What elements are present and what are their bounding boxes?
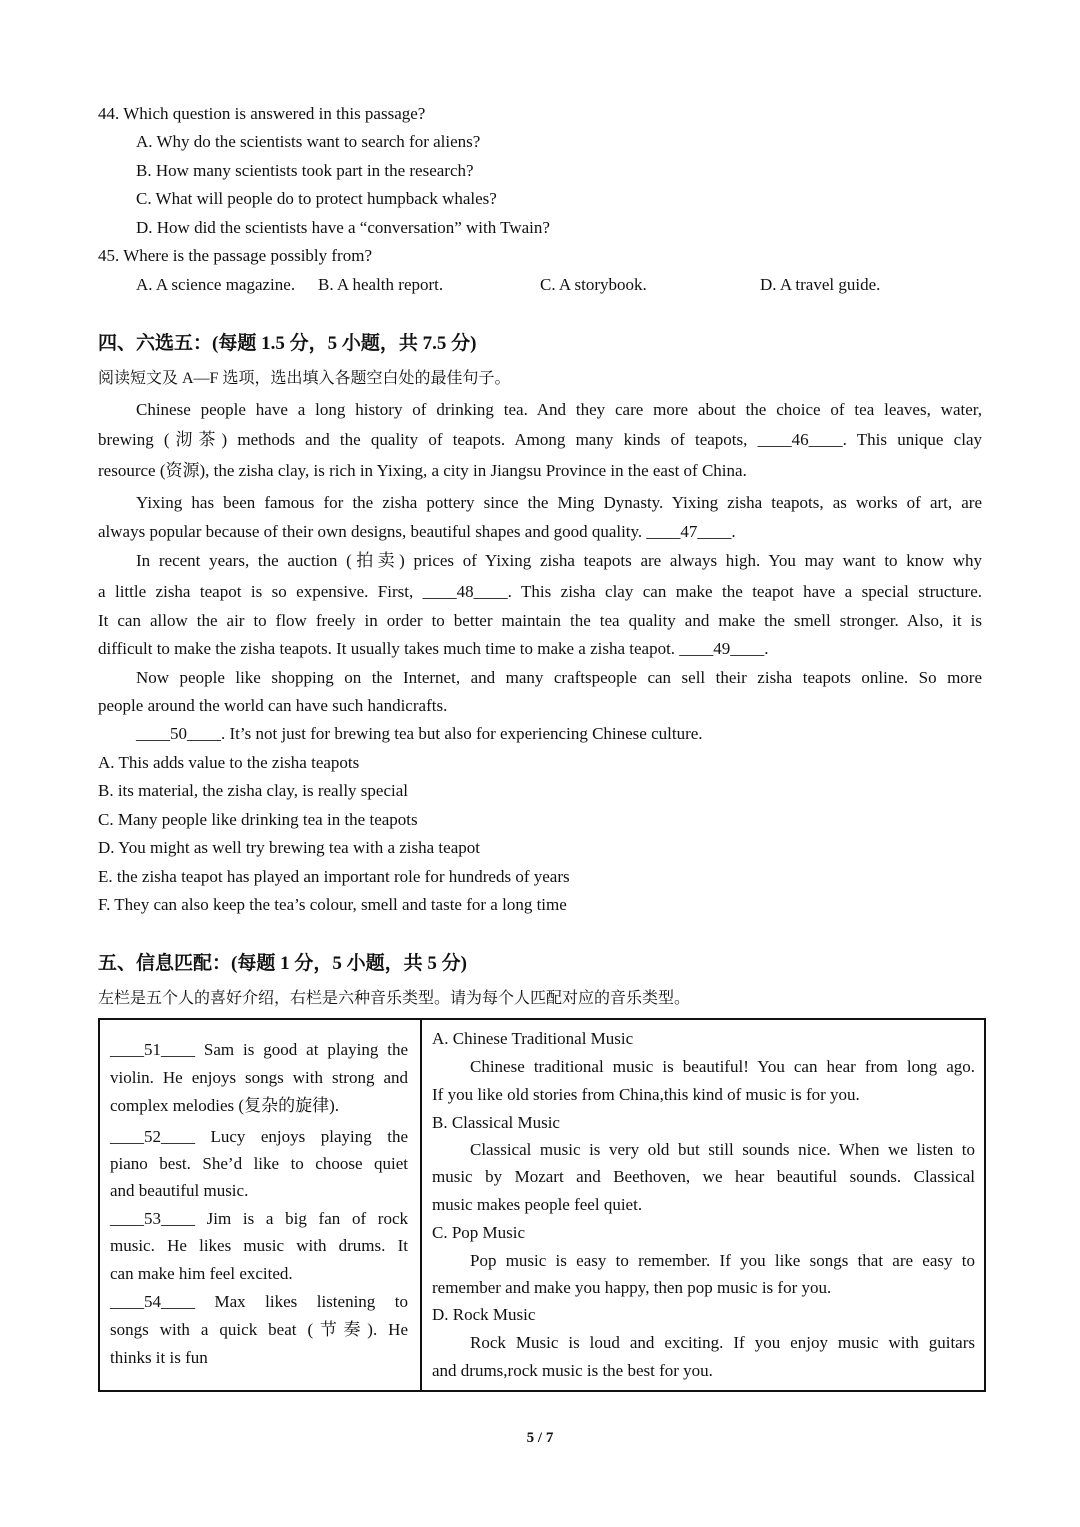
right-line: Chinese traditional music is beautiful! You can hear from long ago. [470, 1057, 975, 1076]
music-type-heading: A. Chinese Traditional Music [432, 1029, 634, 1048]
question-45-option-a: A. A science magazine. [136, 275, 296, 294]
section-4-option-e: E. the zisha teapot has played an important role for hundreds of years [98, 867, 570, 886]
passage-line: Chinese people have a long history of drinking tea. And they care more about the choice of tea leaves, water, [136, 400, 982, 419]
right-line: music makes people feel quiet. [432, 1195, 643, 1214]
section-4-option-f: F. They can also keep the tea’s colour, smell and taste for a long time [98, 895, 567, 914]
matching-table [98, 1018, 986, 1392]
passage-line: a little zisha teapot is so expensive. First, ____48____. This zisha clay can make the teapot have a special structure. [98, 582, 982, 601]
section-4-option-b: B. its material, the zisha clay, is really special [98, 781, 408, 800]
left-line: can make him feel excited. [110, 1264, 293, 1283]
left-line: ____54____ Max likes listening to [110, 1292, 408, 1311]
right-line: Classical music is very old but still sounds nice. When we listen to [470, 1140, 975, 1159]
right-line: If you like old stories from China,this kind of music is for you. [432, 1085, 860, 1104]
section-4-option-a: A. This adds value to the zisha teapots [98, 753, 360, 772]
left-line: songs with a quick beat (节奏). He [110, 1320, 408, 1339]
music-type-heading: B. Classical Music [432, 1113, 560, 1132]
section-5-heading: 五、信息匹配：(每题 1 分，5 小题，共 5 分) [98, 953, 467, 974]
section-4-option-c: C. Many people like drinking tea in the teapots [98, 810, 418, 829]
passage-line: It can allow the air to flow freely in order to better maintain the tea quality and make the smell stronger. Also, it is [98, 611, 982, 630]
question-44-option-d: D. How did the scientists have a “conversation” with Twain? [136, 218, 550, 237]
left-line: music. He likes music with drums. It [110, 1236, 408, 1255]
question-44-stem: 44. Which question is answered in this passage? [98, 104, 426, 123]
passage-line: Now people like shopping on the Internet, and many craftspeople can sell their zisha teapots online. So more [136, 668, 982, 687]
section-5-instruction: 左栏是五个人的喜好介绍，右栏是六种音乐类型。请为每个人匹配对应的音乐类型。 [98, 990, 691, 1007]
question-44-option-b: B. How many scientists took part in the research? [136, 161, 474, 180]
passage-line: In recent years, the auction (拍卖) prices of Yixing zisha teapots are always high. You may want to know why [136, 551, 982, 570]
left-line: ____53____ Jim is a big fan of rock [110, 1209, 408, 1228]
left-line: piano best. She’d like to choose quiet [110, 1154, 408, 1173]
left-line: complex melodies (复杂的旋律). [110, 1096, 339, 1115]
left-line: ____52____ Lucy enjoys playing the [110, 1127, 408, 1146]
question-44-option-a: A. Why do the scientists want to search for aliens? [136, 132, 481, 151]
right-line: remember and make you happy, then pop music is for you. [432, 1278, 832, 1297]
question-45-option-c: C. A storybook. [540, 275, 647, 294]
left-line: thinks it is fun [110, 1348, 208, 1367]
right-line: music by Mozart and Beethoven, we hear beautiful sounds. Classical [432, 1167, 975, 1186]
passage-line: Yixing has been famous for the zisha pottery since the Ming Dynasty. Yixing zisha teapots, as works of art, are [136, 493, 982, 512]
left-line: violin. He enjoys songs with strong and [110, 1068, 408, 1087]
passage-line: resource (资源), the zisha clay, is rich in Yixing, a city in Jiangsu Province in the east of China. [98, 461, 747, 480]
question-45-stem: 45. Where is the passage possibly from? [98, 246, 372, 265]
section-4-instruction: 阅读短文及 A—F 选项，选出填入各题空白处的最佳句子。 [98, 370, 511, 387]
question-44-option-c: C. What will people do to protect humpback whales? [136, 189, 497, 208]
question-45-option-d: D. A travel guide. [760, 275, 881, 294]
left-column [99, 1019, 421, 1391]
section-4-heading: 四、六选五：(每题 1.5 分，5 小题，共 7.5 分) [98, 333, 477, 354]
right-line: and drums,rock music is the best for you. [432, 1361, 713, 1380]
passage-line: difficult to make the zisha teapots. It usually takes much time to make a zisha teapot. ____49____. [98, 639, 769, 658]
passage-line: ____50____. It’s not just for brewing tea but also for experiencing Chinese culture. [136, 724, 703, 743]
right-column [421, 1019, 985, 1391]
passage-line: always popular because of their own designs, beautiful shapes and good quality. ____47____. [98, 522, 736, 541]
music-type-heading: C. Pop Music [432, 1223, 526, 1242]
right-line: Rock Music is loud and exciting. If you enjoy music with guitars [470, 1333, 975, 1352]
left-line: ____51____ Sam is good at playing the [110, 1040, 408, 1059]
left-line: and beautiful music. [110, 1181, 249, 1200]
section-4-option-d: D. You might as well try brewing tea with a zisha teapot [98, 838, 480, 857]
page-number: 5 / 7 [526, 1430, 554, 1446]
right-line: Pop music is easy to remember. If you like songs that are easy to [470, 1251, 975, 1270]
passage-line: brewing (沏茶) methods and the quality of teapots. Among many kinds of teapots, ____46____. This unique clay [98, 430, 982, 449]
question-45-option-b: B. A health report. [318, 275, 444, 294]
passage-line: people around the world can have such handicrafts. [98, 696, 448, 715]
music-type-heading: D. Rock Music [432, 1305, 536, 1324]
